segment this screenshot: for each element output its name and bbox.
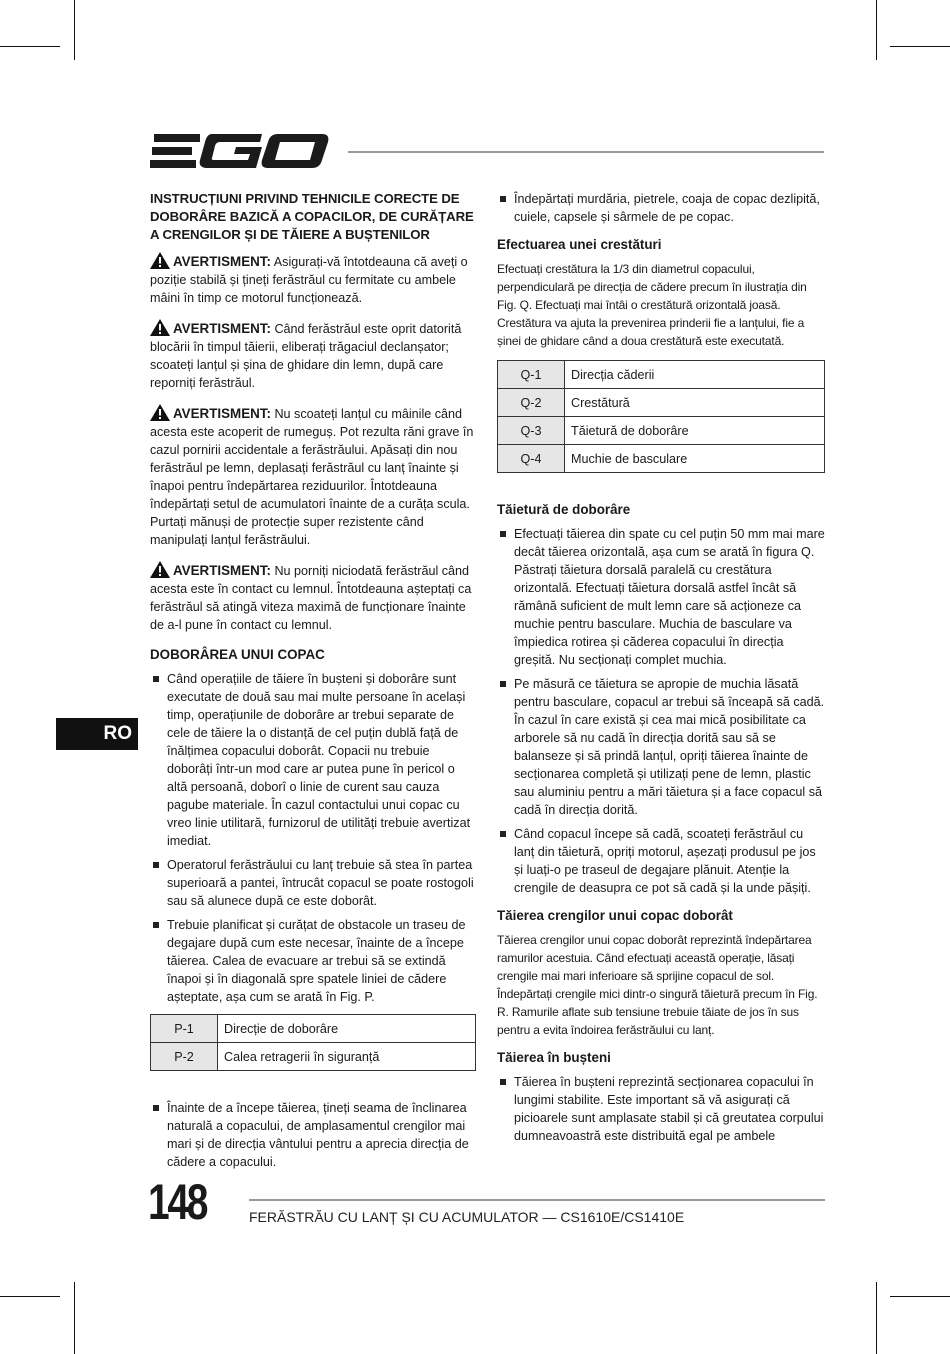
warning-icon	[150, 404, 170, 421]
table-row: Q-1 Direcția căderii	[498, 361, 825, 389]
bullet-square-icon	[500, 196, 506, 202]
page-number: 148	[148, 1174, 207, 1230]
warning-text: Asigurați-vă întotdeauna că aveți o poziție stabilă și țineți ferăstrăul cu fermitate cu ambele mâini în timp ce motorul funcționează.	[150, 255, 468, 305]
right-column	[497, 190, 825, 1153]
bullet-list	[150, 670, 476, 1006]
list-item: Pe măsură ce tăietura se apropie de muchia lăsată pentru basculare, copacul ar trebui să înceapă să cadă. În cazul în care există și cea mai mică posibilitate ca arborele să nu cadă în direcția dorită sau să se balanseze și să prindă lanțul, opriți tăierea înainte de secționarea completă și utilizați pene de lemn, plastic sau aluminiu pentru a mări tăietura și a face copacul să cadă în direcția dorită.	[497, 675, 825, 819]
bullet-square-icon	[153, 676, 159, 682]
warning-icon	[150, 561, 170, 578]
crop-mark	[890, 46, 950, 47]
crop-mark	[876, 0, 877, 60]
bullet-square-icon	[153, 922, 159, 928]
warning-label: AVERTISMENT:	[173, 321, 271, 336]
header-rule	[348, 151, 824, 153]
warning-icon	[150, 252, 170, 269]
list-item: Operatorul ferăstrăului cu lanț trebuie să stea în partea superioară a pantei, întrucât copacul se poate rostogoli sau să alunece după ce este doborât.	[150, 856, 476, 910]
warning-text: Nu scoateți lanțul cu mâinile când acesta este acoperit de rumeguș. Pot rezulta răni grave în cazul pornirii accidentale a ferăstrăului. Apăsați din nou ferăstrăul pe lemn, deplasați ferăstrăul cu lanț înainte și înapoi pentru îndepărtarea reziduurilor. Întotdeauna îndepărtați setul de acumulatori înainte de a curăța scula. Purtați mănuși de protecție super rezistente când manipulați lanțul ferăstrăului.	[150, 407, 474, 547]
bullet-square-icon	[500, 531, 506, 537]
bullet-square-icon	[500, 1079, 506, 1085]
language-tab: RO	[56, 718, 138, 750]
bullet-square-icon	[153, 1105, 159, 1111]
warning-text: Nu porniți niciodată ferăstrăul când acesta este în contact cu lemnul. Întotdeauna așteptați ca ferăstrăul să atingă viteza maximă de funcționare înainte de a-l pune în contact cu lemnul.	[150, 564, 472, 632]
list-item: Când copacul începe să cadă, scoateți ferăstrăul cu lanț din tăietură, opriți motorul, așezați produsul pe jos și luați-o pe traseul de degajare plănuit. Atenție la crengile de deasupra ce pot să cadă și la unde pășiți.	[497, 825, 825, 897]
ego-logo	[150, 132, 330, 170]
legend-table-p	[150, 1014, 476, 1071]
body-paragraph: Tăierea crengilor unui copac doborât reprezintă îndepărtarea ramurilor acestuia. Când efectuați această operație, lăsați crengile mai mari inferioare să sprijine copacul de sol. Îndepărtați crengile mici dintr-o singură tăietură precum în Fig. R. Ramurile aflate sub tensiune trebuie tăiate de jos în sus pentru a evita îndoirea ferăstrăului cu lanț.	[497, 933, 818, 1037]
list-item: Înainte de a începe tăierea, țineți seama de înclinarea naturală a copacului, de amplasamentul crengilor mai mari și de direcția vântului pentru a aprecia direcția de cădere a copacului.	[150, 1099, 476, 1171]
warning-icon	[150, 319, 170, 336]
bullet-list	[497, 190, 825, 226]
body-paragraph: Efectuați crestătura la 1/3 din diametrul copacului, perpendiculară pe direcția de cădere precum în ilustrația din Fig. Q. Efectuați mai întâi o crestătură orizontală joasă. Crestătura va ajuta la prevenirea prinderii fie a lanțului, fie a șinei de ghidare când a doua crestătură este executată.	[497, 262, 807, 348]
list-item: Când operațiile de tăiere în bușteni și doborâre sunt executate de două sau mai multe persoane în același timp, operațiunile de doborâre ar trebui separate de cele de tăiere la o distanță de cel puțin dublă față de înălțimea copacului doborât. Copacii nu trebuie doborâți într-un mod care ar putea pune în pericol o altă persoană, doborî o linie de curent sau cauza pagube materiale. În cazul contactului unui copac cu vreo linie utilitară, furnizorul de utilități trebuie avertizat imediat.	[150, 670, 476, 850]
warning-block	[150, 252, 476, 307]
bullet-list	[497, 1073, 825, 1145]
warning-block	[150, 404, 476, 549]
crop-mark	[890, 1296, 950, 1297]
table-row: Q-4 Muchie de basculare	[498, 445, 825, 473]
list-item: Îndepărtați murdăria, pietrele, coaja de copac dezlipită, cuiele, capsele și sârmele de pe copac.	[497, 190, 825, 226]
main-title: INSTRUCȚIUNI PRIVIND TEHNICILE CORECTE DE DOBORÂRE BAZICĂ A COPACILOR, DE CURĂȚARE A CRENGILOR ȘI DE TĂIERE A BUȘTENILOR	[150, 191, 474, 242]
subsection-title: Efectuarea unei crestături	[497, 237, 662, 252]
table-row: P-1 Direcție de doborâre	[151, 1015, 476, 1043]
bullet-square-icon	[153, 862, 159, 868]
list-item: Efectuați tăierea din spate cu cel puțin 50 mm mai mare decât tăierea orizontală, așa cum se arată în figura Q. Păstrați tăietura dorsală paralelă cu crestătura orizontală. Efectuați tăietura dorsală astfel încât să rămână suficient de mult lemn care să acționeze ca muchie pentru basculare. Muchia de basculare va împiedica rotirea și căderea copacului în direcția greșită. Nu secționați complet muchia.	[497, 525, 825, 669]
subsection-title: Tăietură de doborâre	[497, 502, 631, 517]
list-item: Tăierea în bușteni reprezintă secționarea copacului în lungimi stabilite. Este important să vă asigurați că picioarele sunt amplasate stabil și că greutatea corpului dumneavoastră este distribuită egal pe ambele	[497, 1073, 825, 1145]
warning-text: Când ferăstrăul este oprit datorită blocării în timpul tăierii, eliberați trăgaciul declanșator; scoateți lanțul și șina de ghidare din lemn, după care reporniți ferăstrăul.	[150, 322, 462, 390]
crop-mark	[74, 0, 75, 60]
table-row: P-2 Calea retragerii în siguranță	[151, 1043, 476, 1071]
bullet-square-icon	[500, 831, 506, 837]
crop-mark	[74, 1282, 75, 1354]
footer-rule	[249, 1199, 825, 1201]
table-row: Q-3 Tăietură de doborâre	[498, 417, 825, 445]
warning-label: AVERTISMENT:	[173, 254, 271, 269]
subsection-title: Tăierea în bușteni	[497, 1050, 611, 1065]
bullet-list	[497, 525, 825, 897]
warning-block	[150, 561, 476, 634]
crop-mark	[876, 1282, 877, 1354]
table-row: Q-2 Crestătură	[498, 389, 825, 417]
warning-label: AVERTISMENT:	[173, 406, 271, 421]
crop-mark	[0, 46, 60, 47]
warning-label: AVERTISMENT:	[173, 563, 271, 578]
left-column	[150, 190, 476, 1179]
warning-block	[150, 319, 476, 392]
legend-table-q	[497, 360, 825, 473]
bullet-square-icon	[500, 681, 506, 687]
footer-title: FERĂSTRĂU CU LANȚ ȘI CU ACUMULATOR — CS1610E/CS1410E	[249, 1209, 685, 1225]
list-item: Trebuie planificat și curățat de obstacole un traseu de degajare după cum este necesar, înainte de a începe tăierea. Calea de evacuare ar trebui să se extindă înapoi și în diagonală spre spatele liniei de cădere așteptate, așa cum se arată în Fig. P.	[150, 916, 476, 1006]
bullet-list	[150, 1099, 476, 1171]
section-title: DOBORÂREA UNUI COPAC	[150, 647, 325, 662]
crop-mark	[0, 1296, 60, 1297]
subsection-title: Tăierea crengilor unui copac doborât	[497, 908, 733, 923]
